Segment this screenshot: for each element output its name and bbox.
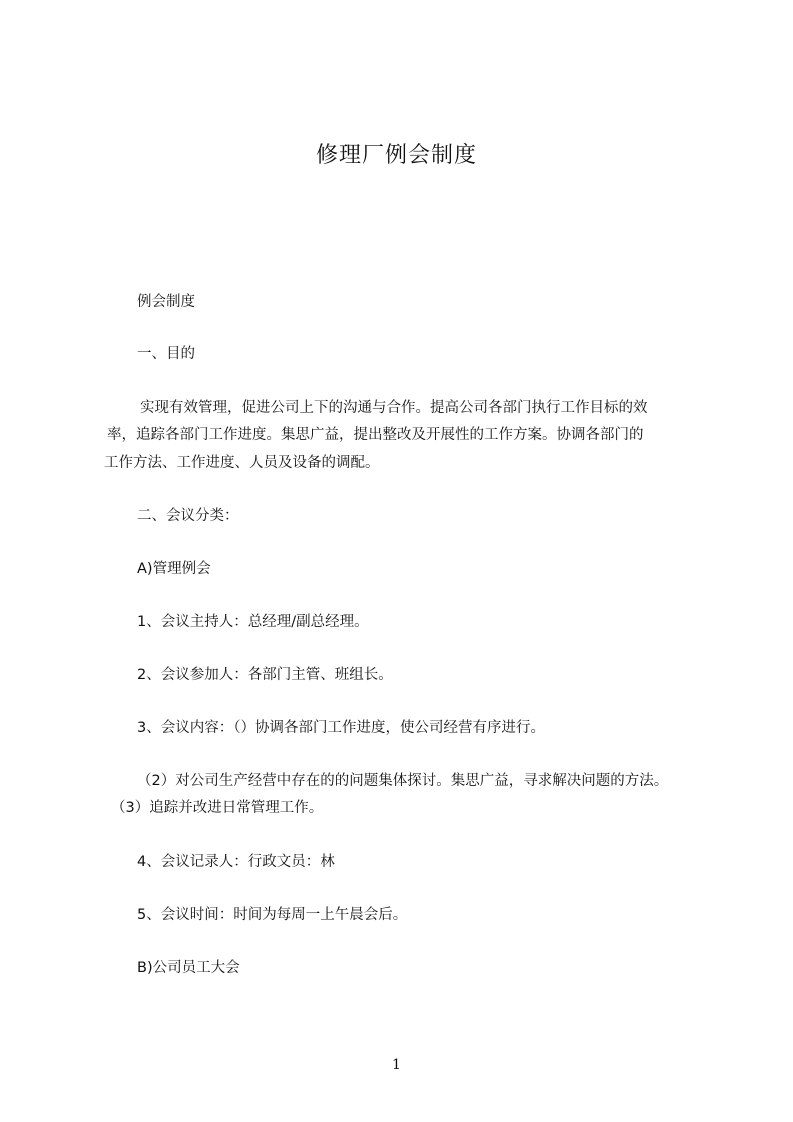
section-heading-classification: 二、会议分类：	[137, 508, 239, 524]
page-number: 1	[392, 1057, 401, 1073]
subsection-heading-staff-meeting: B)公司员工大会	[137, 960, 240, 976]
paragraph-line: 率，追踪各部门工作进度。集思广益，提出整改及开展性的工作方案。协调各部门的	[107, 427, 644, 443]
document-title: 修理厂例会制度	[315, 143, 477, 168]
section-heading-purpose: 一、目的	[137, 346, 195, 362]
list-item: （3）追踪并改进日常管理工作。	[111, 800, 324, 816]
list-item: 4、会议记录人：行政文员：林	[137, 854, 335, 870]
list-item: 2、会议参加人：各部门主管、班组长。	[137, 667, 393, 683]
list-item: 3、会议内容：（）协调各部门工作进度，使公司经营有序进行。	[137, 720, 545, 736]
list-item: 5、会议时间：时间为每周一上午晨会后。	[137, 907, 408, 923]
subsection-heading-management-meeting: A)管理例会	[137, 561, 211, 577]
list-item: 1、会议主持人：总经理/副总经理。	[137, 614, 369, 630]
list-item: （2）对公司生产经营中存在的的问题集体探讨。集思广益，寻求解决问题的方法。	[137, 773, 669, 789]
paragraph-line: 实现有效管理，促进公司上下的沟通与合作。提高公司各部门执行工作目标的效	[140, 400, 648, 416]
paragraph-line: 工作方法、工作进度、人员及设备的调配。	[104, 455, 380, 471]
section-heading-meeting-system: 例会制度	[137, 294, 195, 310]
